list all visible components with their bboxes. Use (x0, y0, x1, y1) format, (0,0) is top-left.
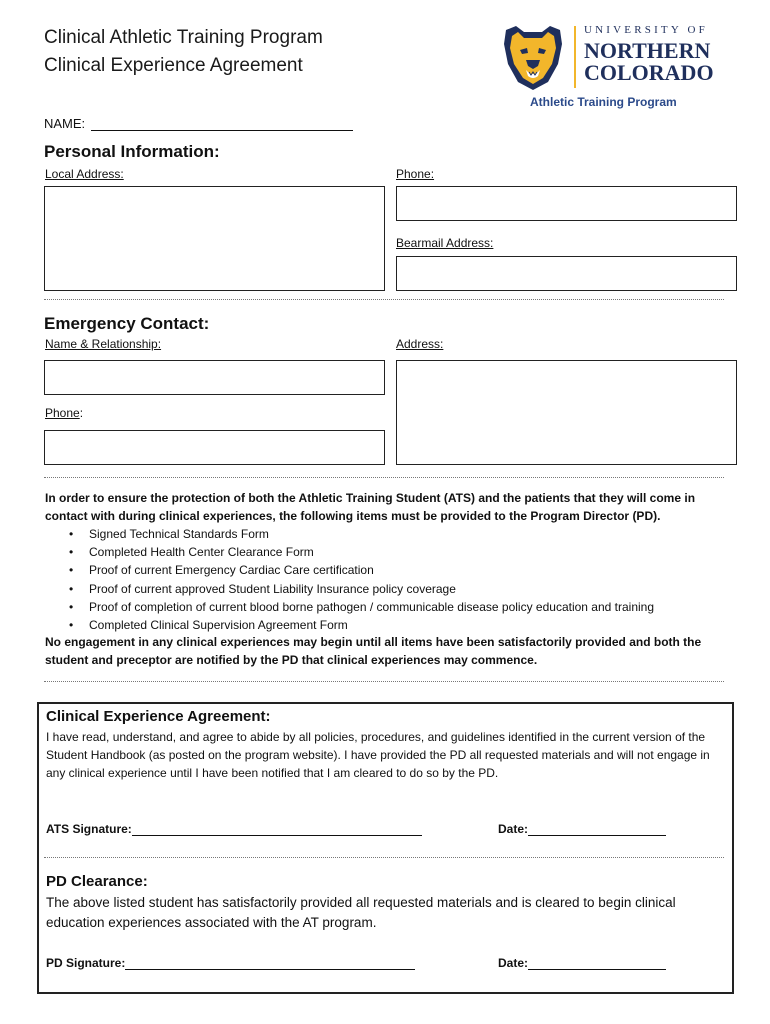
pd-signature-row (46, 956, 415, 970)
local-address-label: Local Address: (45, 167, 124, 181)
logo-northern: NORTHERN (584, 38, 711, 63)
list-item (45, 561, 725, 579)
program-name: Athletic Training Program (530, 95, 677, 109)
requirements-closing: No engagement in any clinical experiences may begin until all items have been satisfactorily provided and both the student and preceptor are notified by the PD that clinical experiences may commence. (45, 635, 702, 667)
list-item-text: Proof of current Emergency Cardiac Care certification (89, 563, 374, 578)
emergency-phone-field[interactable] (44, 430, 385, 465)
bear-mascot-icon (496, 22, 570, 94)
pd-signature-field[interactable] (125, 957, 415, 970)
unc-logo (496, 22, 726, 94)
list-item-text: Proof of current approved Student Liability Insurance policy coverage (89, 581, 456, 596)
agreement-heading: Clinical Experience Agreement: (46, 708, 271, 725)
pd-date-row (498, 956, 666, 970)
pd-clearance-heading: PD Clearance: (46, 873, 148, 890)
page-title (44, 24, 323, 80)
logo-colorado: COLORADO (584, 60, 714, 85)
local-address-field[interactable] (44, 186, 385, 291)
ats-date-field[interactable] (528, 823, 666, 836)
bearmail-label: Bearmail Address: (396, 236, 494, 250)
emergency-phone-label (45, 406, 83, 420)
list-item (45, 543, 725, 561)
list-item (45, 525, 725, 543)
list-item (45, 616, 725, 634)
bullet-icon: • (69, 618, 74, 633)
bearmail-field[interactable] (396, 256, 737, 291)
emergency-contact-heading: Emergency Contact: (44, 314, 210, 333)
name-relationship-label: Name & Relationship: (45, 337, 162, 351)
divider (44, 299, 724, 300)
bullet-icon: • (69, 599, 74, 614)
ats-signature-row (46, 822, 422, 836)
ats-date-row (498, 822, 666, 836)
logo-divider (574, 26, 576, 88)
title-line-1: Clinical Athletic Training Program (44, 27, 323, 48)
bullet-icon: • (69, 545, 74, 560)
list-item (45, 580, 725, 598)
requirements-list (45, 525, 725, 634)
divider (44, 857, 724, 858)
emergency-address-field[interactable] (396, 360, 737, 465)
bullet-icon: • (69, 581, 74, 596)
divider (44, 477, 724, 478)
bullet-icon: • (69, 527, 74, 541)
list-item (45, 598, 725, 616)
logo-university-of: UNIVERSITY OF (584, 24, 708, 36)
name-label: NAME: (44, 116, 86, 131)
emergency-address-label: Address: (396, 337, 444, 351)
list-item-text: Proof of completion of current blood borne pathogen / communicable disease policy education and training (89, 599, 655, 614)
agreement-body: I have read, understand, and agree to abide by all policies, procedures, and guidelines identified in the current version of the Student Handbook (as posted on the program website). I have provided the PD all requested materials and will not engage in any clinical experience until I have been notified that I am cleared to do so by the PD. (46, 730, 710, 780)
ats-date-label: Date: (498, 822, 529, 836)
pd-date-label: Date: (498, 956, 529, 970)
list-item-text: Signed Technical Standards Form (89, 527, 269, 541)
personal-info-heading: Personal Information: (44, 142, 220, 161)
pd-date-field[interactable] (528, 957, 666, 970)
divider (44, 681, 724, 682)
ats-signature-label: ATS Signature: (46, 822, 132, 836)
pd-signature-label: PD Signature: (46, 956, 126, 970)
phone-field[interactable] (396, 186, 737, 221)
ats-signature-field[interactable] (132, 823, 422, 836)
emergency-phone-label-text: Phone (45, 406, 80, 420)
emergency-phone-label-colon: : (79, 406, 84, 420)
name-relationship-field[interactable] (44, 360, 385, 395)
list-item-text: Completed Health Center Clearance Form (89, 545, 314, 560)
bullet-icon: • (69, 563, 74, 578)
pd-clearance-body: The above listed student has satisfactorily provided all requested materials and is cleared to begin clinical education experiences associated with the AT program. (46, 895, 676, 930)
name-row (44, 116, 353, 131)
title-line-2: Clinical Experience Agreement (44, 55, 303, 76)
requirements-intro: In order to ensure the protection of both the Athletic Training Student (ATS) and the patients that they will come in contact with during clinical experiences, the following items must be provided to the Program Director (PD). (45, 491, 696, 523)
list-item-text: Completed Clinical Supervision Agreement Form (89, 618, 348, 633)
phone-label: Phone: (396, 167, 435, 181)
name-field[interactable] (91, 118, 353, 131)
